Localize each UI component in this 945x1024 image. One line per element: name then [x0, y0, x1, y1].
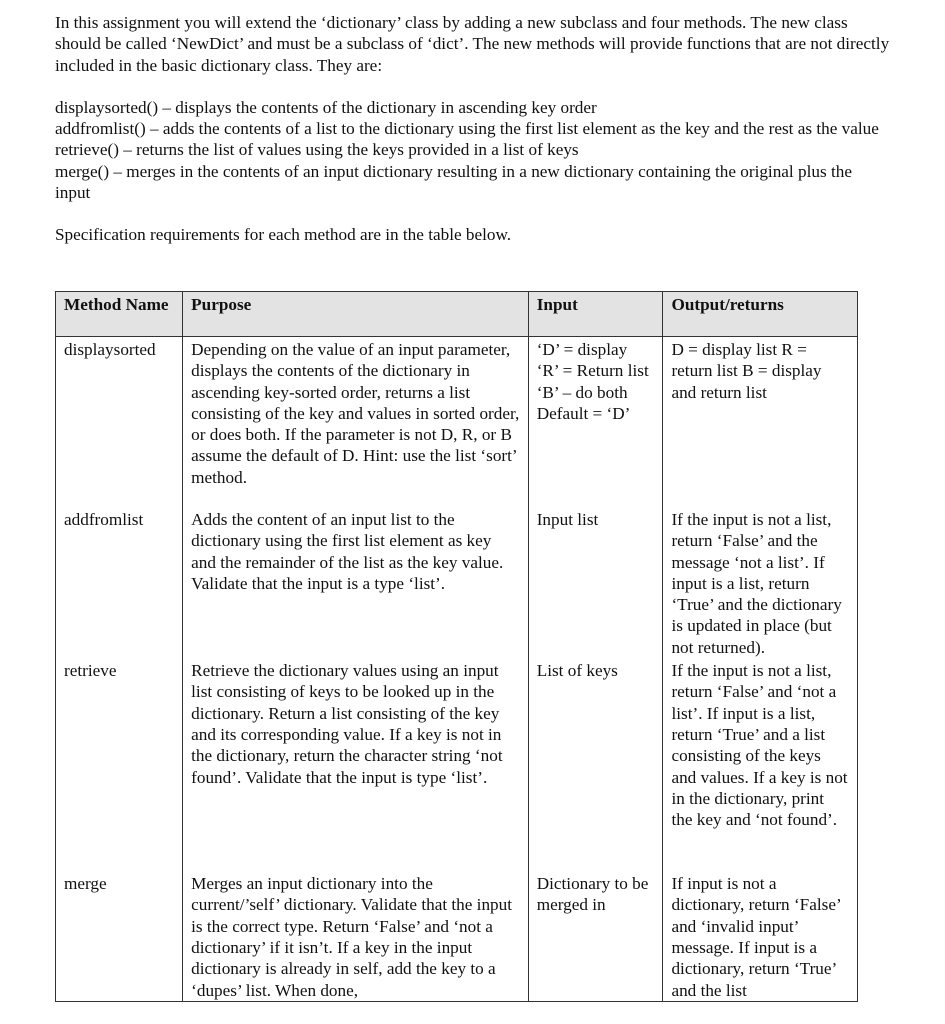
method-summary-displaysorted: displaysorted() – displays the contents of the dictionary in ascending key order	[55, 97, 597, 117]
method-summary-addfromlist: addfromlist() – adds the contents of a list to the dictionary using the first list element as the key and the rest as the value	[55, 119, 879, 139]
purpose-cell: Adds the content of an input list to the dictionary using the first list element as key and the remainder of the list as the key value. Validate that the input is a type ‘list’.	[183, 507, 529, 658]
input-line: Default = ‘D’	[536, 403, 631, 423]
input-line: ‘B’ – do both	[536, 382, 628, 402]
purpose-cell: Depending on the value of an input parameter, displays the contents of the dictionary in ascending key-sorted order, returns a list consisting of the key and values in sorted order, or does both. If the parameter is not D, R, or B assume the default of D. Hint: use the list ‘sort’ method.	[183, 337, 529, 508]
table-header-row	[56, 292, 858, 337]
table-intro: Specification requirements for each method are in the table below.	[55, 225, 512, 245]
intro-paragraph: In this assignment you will extend the ‘dictionary’ class by adding a new subclass and four methods. The new class should be called ‘NewDict’ and must be a subclass of ‘dict’. The new methods will provide functions that are not directly included in the basic dictionary class. They are:	[55, 13, 890, 75]
table-row	[56, 871, 858, 1001]
input-line: ‘R’ = Return list	[536, 361, 649, 381]
output-cell: If the input is not a list, return ‘False’ and ‘not a list’. If input is a list, return ‘True’ and a list consisting of the keys and values. If a key is not in the dictionary, print the key and ‘not found’.	[663, 658, 858, 871]
input-cell: Dictionary to be merged in	[528, 871, 663, 1001]
table-row	[56, 658, 858, 871]
header-output: Output/returns	[663, 292, 858, 337]
method-name-cell: retrieve	[56, 658, 183, 871]
output-cell: If input is not a dictionary, return ‘False’ and ‘invalid input’ message. If input is a dictionary, return ‘True’ and the list	[663, 871, 858, 1001]
method-summary-retrieve: retrieve() – returns the list of values using the keys provided in a list of keys	[55, 140, 579, 160]
purpose-cell: Retrieve the dictionary values using an input list consisting of keys to be looked up in the dictionary. Return a list consisting of the key and its corresponding value. If a key is not in the dictionary, return the character string ‘not found’. Validate that the input is type ‘list’.	[183, 658, 529, 871]
method-name-cell: addfromlist	[56, 507, 183, 658]
input-cell: Input list	[528, 507, 663, 658]
table-row	[56, 507, 858, 658]
specification-table	[55, 291, 858, 1002]
input-line: ‘D’ = display	[536, 340, 628, 359]
purpose-cell: Merges an input dictionary into the current/’self’ dictionary. Validate that the input is the correct type. Return ‘False’ and ‘not a dictionary’ if it isn’t. If a key in the input dictionary is already in self, add the key to a ‘dupes’ list. When done,	[183, 871, 529, 1001]
output-cell: If the input is not a list, return ‘False’ and the message ‘not a list’. If input is a list, return ‘True’ and the dictionary is updated in place (but not returned).	[663, 507, 858, 658]
assignment-text	[55, 12, 890, 258]
input-cell	[528, 337, 663, 508]
method-name-cell: displaysorted	[56, 337, 183, 508]
header-purpose: Purpose	[183, 292, 529, 337]
method-summary-merge: merge() – merges in the contents of an input dictionary resulting in a new dictionary containing the original plus the input	[55, 161, 852, 203]
method-name-cell: merge	[56, 871, 183, 1001]
method-summary-list	[55, 97, 890, 203]
output-cell: D = display list R = return list B = display and return list	[663, 337, 858, 508]
table-row	[56, 337, 858, 508]
header-input: Input	[528, 292, 663, 337]
header-method-name: Method Name	[56, 292, 183, 337]
input-cell: List of keys	[528, 658, 663, 871]
